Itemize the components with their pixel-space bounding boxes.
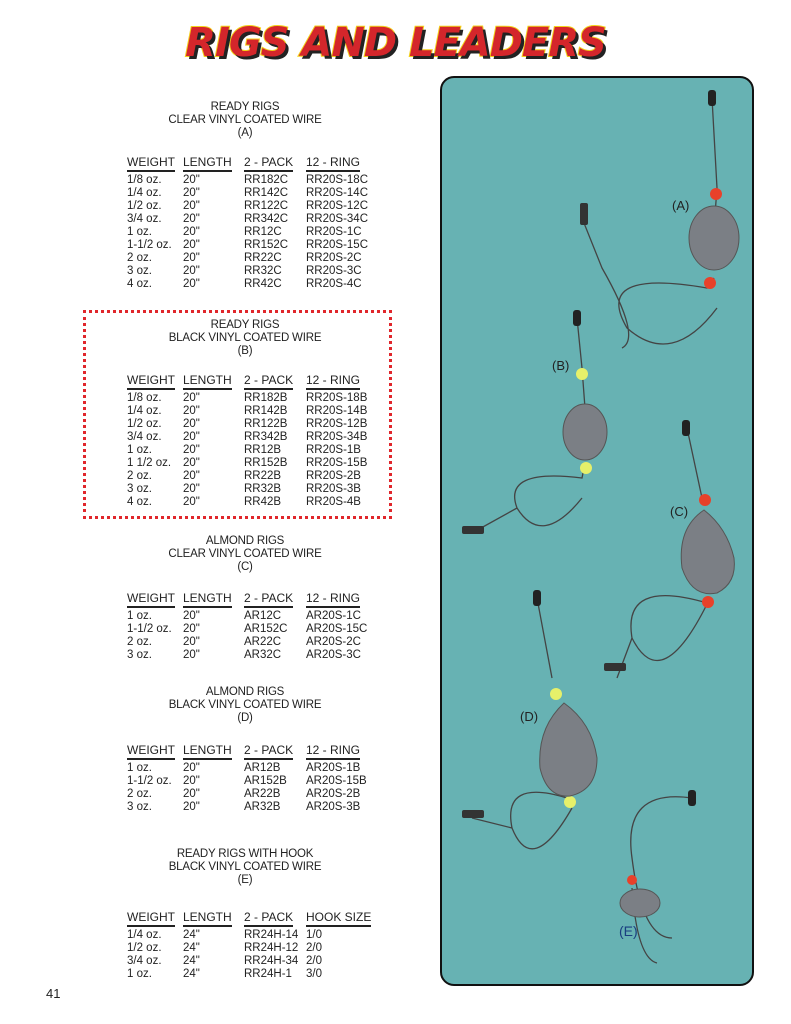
table-cell: 1 oz.: [127, 226, 152, 238]
table-row: [110, 942, 380, 955]
table-cell: 20": [183, 788, 200, 800]
table-cell: RR20S-18B: [306, 392, 368, 404]
table-cell: 20": [183, 483, 200, 495]
page-title: RIGS AND LEADERS: [185, 20, 606, 66]
table-cell: 2 oz.: [127, 470, 152, 482]
product-photo-panel: [440, 76, 754, 986]
section-heading: (B): [237, 345, 253, 357]
table-cell: AR20S-1C: [306, 610, 361, 622]
table-row: [110, 929, 380, 942]
photo-label-d: (D): [520, 709, 539, 724]
section-heading: ALMOND RIGS: [205, 535, 285, 547]
table-cell: AR20S-15C: [306, 623, 368, 635]
table-cell: RR20S-2B: [306, 470, 361, 482]
product-table: [110, 374, 380, 509]
table-cell: RR20S-4B: [306, 496, 361, 508]
table-cell: AR12B: [244, 762, 281, 774]
column-header: LENGTH: [183, 374, 232, 390]
table-cell: AR20S-2C: [306, 636, 361, 648]
table-cell: 3 oz.: [127, 265, 152, 277]
table-cell: 20": [183, 213, 200, 225]
table-cell: AR20S-3C: [306, 649, 361, 661]
table-cell: 20": [183, 200, 200, 212]
column-header: 2 - PACK: [244, 156, 293, 172]
table-cell: 3/4 oz.: [127, 955, 162, 967]
table-cell: 1/8 oz.: [127, 392, 162, 404]
table-cell: 20": [183, 226, 200, 238]
column-header: 2 - PACK: [244, 911, 293, 927]
table-row: [110, 418, 380, 431]
table-cell: 1/8 oz.: [127, 174, 162, 186]
product-table: [110, 911, 380, 981]
column-header: 2 - PACK: [244, 744, 293, 760]
table-cell: 20": [183, 444, 200, 456]
section-c: [110, 535, 380, 662]
table-cell: RR20S-34C: [306, 213, 368, 225]
column-header: 12 - RING: [306, 592, 360, 608]
table-row: [110, 610, 380, 623]
table-row: [110, 636, 380, 649]
table-cell: 20": [183, 187, 200, 199]
table-cell: RR20S-1B: [306, 444, 361, 456]
table-cell: RR20S-12B: [306, 418, 368, 430]
table-cell: 20": [183, 405, 200, 417]
table-cell: RR20S-1C: [306, 226, 362, 238]
column-header: 12 - RING: [306, 744, 360, 760]
column-header: WEIGHT: [127, 374, 175, 390]
table-cell: 1 oz.: [127, 968, 152, 980]
table-cell: RR20S-2C: [306, 252, 362, 264]
column-header: WEIGHT: [127, 744, 175, 760]
table-cell: RR20S-15B: [306, 457, 368, 469]
section-heading: (D): [237, 712, 253, 724]
rigs-illustration: [442, 78, 754, 986]
table-cell: RR42C: [244, 278, 282, 290]
table-row: [110, 457, 380, 470]
table-row: [110, 187, 380, 200]
table-header: [110, 744, 380, 762]
table-cell: RR22B: [244, 470, 282, 482]
table-cell: 3 oz.: [127, 483, 152, 495]
table-cell: 3/4 oz.: [127, 213, 162, 225]
table-cell: 4 oz.: [127, 278, 152, 290]
table-row: [110, 483, 380, 496]
table-cell: RR182C: [244, 174, 289, 186]
section-d: [110, 686, 380, 814]
table-cell: 20": [183, 470, 200, 482]
table-cell: RR152B: [244, 457, 288, 469]
table-row: [110, 968, 380, 981]
table-cell: RR24H-14: [244, 929, 299, 941]
table-cell: RR342C: [244, 213, 289, 225]
table-cell: 1-1/2 oz.: [127, 239, 172, 251]
table-cell: 1/4 oz.: [127, 187, 162, 199]
table-cell: RR20S-34B: [306, 431, 368, 443]
section-heading: (A): [237, 127, 253, 139]
column-header: WEIGHT: [127, 592, 175, 608]
table-cell: 20": [183, 431, 200, 443]
table-cell: 1/4 oz.: [127, 929, 162, 941]
table-row: [110, 200, 380, 213]
column-header: 12 - RING: [306, 156, 360, 172]
column-header: HOOK SIZE: [306, 911, 371, 927]
table-cell: 20": [183, 801, 200, 813]
table-cell: 1/0: [306, 929, 322, 941]
table-cell: 3 oz.: [127, 801, 152, 813]
table-cell: 20": [183, 623, 200, 635]
table-cell: RR42B: [244, 496, 282, 508]
table-row: [110, 252, 380, 265]
section-b: [110, 319, 380, 509]
table-row: [110, 392, 380, 405]
column-header: WEIGHT: [127, 911, 175, 927]
table-cell: 2 oz.: [127, 788, 152, 800]
table-cell: 20": [183, 762, 200, 774]
table-cell: RR20S-3C: [306, 265, 362, 277]
table-cell: 1 oz.: [127, 610, 152, 622]
photo-label-c: (C): [670, 504, 689, 519]
table-cell: RR182B: [244, 392, 288, 404]
table-cell: AR152B: [244, 775, 287, 787]
table-cell: 20": [183, 174, 200, 186]
table-row: [110, 623, 380, 636]
product-table: [110, 156, 380, 291]
table-cell: 1/2 oz.: [127, 200, 162, 212]
table-cell: 1/2 oz.: [127, 942, 162, 954]
table-cell: AR20S-2B: [306, 788, 361, 800]
table-cell: 24": [183, 942, 200, 954]
table-cell: AR22B: [244, 788, 281, 800]
table-row: [110, 239, 380, 252]
column-header: LENGTH: [183, 911, 232, 927]
product-table: [110, 592, 380, 662]
column-header: 12 - RING: [306, 374, 360, 390]
table-cell: 20": [183, 649, 200, 661]
table-cell: RR24H-34: [244, 955, 299, 967]
table-cell: 20": [183, 392, 200, 404]
table-cell: 2/0: [306, 955, 322, 967]
section-heading: READY RIGS: [210, 101, 280, 113]
table-row: [110, 278, 380, 291]
table-cell: 2 oz.: [127, 636, 152, 648]
table-cell: AR20S-1B: [306, 762, 361, 774]
table-row: [110, 496, 380, 509]
table-header: [110, 374, 380, 392]
table-header: [110, 156, 380, 174]
table-cell: RR32B: [244, 483, 282, 495]
photo-label-a: (A): [672, 198, 690, 213]
table-row: [110, 174, 380, 187]
table-cell: RR152C: [244, 239, 289, 251]
table-cell: RR142B: [244, 405, 288, 417]
table-cell: RR20S-3B: [306, 483, 361, 495]
table-cell: RR20S-12C: [306, 200, 368, 212]
table-cell: 1-1/2 oz.: [127, 775, 172, 787]
table-cell: RR12B: [244, 444, 282, 456]
table-cell: RR122B: [244, 418, 288, 430]
table-cell: 20": [183, 252, 200, 264]
table-header: [110, 592, 380, 610]
table-cell: 1 oz.: [127, 444, 152, 456]
table-cell: 24": [183, 955, 200, 967]
table-cell: 4 oz.: [127, 496, 152, 508]
table-cell: AR20S-15B: [306, 775, 367, 787]
table-cell: RR142C: [244, 187, 289, 199]
section-heading: (C): [237, 561, 253, 573]
table-cell: RR32C: [244, 265, 282, 277]
column-header: LENGTH: [183, 592, 232, 608]
column-header: 2 - PACK: [244, 374, 293, 390]
table-cell: RR122C: [244, 200, 289, 212]
table-cell: 2/0: [306, 942, 322, 954]
table-cell: RR20S-18C: [306, 174, 368, 186]
table-cell: RR22C: [244, 252, 282, 264]
table-cell: RR20S-14C: [306, 187, 368, 199]
section-heading: READY RIGS: [210, 319, 280, 331]
page-number: 41: [46, 986, 61, 1001]
table-cell: 20": [183, 278, 200, 290]
table-row: [110, 213, 380, 226]
column-header: WEIGHT: [127, 156, 175, 172]
table-cell: RR24H-1: [244, 968, 292, 980]
table-cell: 24": [183, 929, 200, 941]
table-cell: AR20S-3B: [306, 801, 361, 813]
table-cell: 1 1/2 oz.: [127, 457, 172, 469]
table-cell: 3/0: [306, 968, 322, 980]
table-cell: RR12C: [244, 226, 282, 238]
table-cell: AR22C: [244, 636, 282, 648]
table-cell: AR32C: [244, 649, 282, 661]
section-heading: READY RIGS WITH HOOK: [176, 848, 314, 860]
table-row: [110, 265, 380, 278]
section-heading: BLACK VINYL COATED WIRE: [168, 861, 322, 873]
table-cell: 1-1/2 oz.: [127, 623, 172, 635]
table-row: [110, 431, 380, 444]
table-cell: 1/2 oz.: [127, 418, 162, 430]
table-cell: RR20S-14B: [306, 405, 368, 417]
column-header: 2 - PACK: [244, 592, 293, 608]
section-a: [110, 101, 380, 291]
table-row: [110, 649, 380, 662]
table-cell: 1/4 oz.: [127, 405, 162, 417]
table-row: [110, 762, 380, 775]
section-heading: BLACK VINYL COATED WIRE: [168, 699, 322, 711]
section-heading: CLEAR VINYL COATED WIRE: [168, 114, 322, 126]
column-header: LENGTH: [183, 744, 232, 760]
table-cell: 2 oz.: [127, 252, 152, 264]
table-cell: 1 oz.: [127, 762, 152, 774]
table-row: [110, 955, 380, 968]
table-cell: 20": [183, 418, 200, 430]
table-row: [110, 801, 380, 814]
table-cell: RR20S-4C: [306, 278, 362, 290]
table-cell: 20": [183, 239, 200, 251]
table-cell: AR152C: [244, 623, 288, 635]
table-cell: 20": [183, 610, 200, 622]
table-cell: 3/4 oz.: [127, 431, 162, 443]
table-row: [110, 775, 380, 788]
table-row: [110, 226, 380, 239]
table-row: [110, 444, 380, 457]
table-row: [110, 405, 380, 418]
column-header: LENGTH: [183, 156, 232, 172]
table-cell: RR342B: [244, 431, 288, 443]
photo-label-e: (E): [619, 923, 638, 939]
table-cell: RR24H-12: [244, 942, 299, 954]
photo-label-b: (B): [552, 358, 570, 373]
table-cell: 20": [183, 775, 200, 787]
section-heading: CLEAR VINYL COATED WIRE: [168, 548, 322, 560]
product-table: [110, 744, 380, 814]
table-cell: 20": [183, 636, 200, 648]
table-row: [110, 788, 380, 801]
table-cell: RR20S-15C: [306, 239, 368, 251]
table-cell: AR12C: [244, 610, 282, 622]
table-cell: 3 oz.: [127, 649, 152, 661]
section-e: [110, 848, 380, 981]
table-cell: 20": [183, 265, 200, 277]
table-cell: AR32B: [244, 801, 281, 813]
table-row: [110, 470, 380, 483]
section-heading: BLACK VINYL COATED WIRE: [168, 332, 322, 344]
table-cell: 24": [183, 968, 200, 980]
section-heading: ALMOND RIGS: [205, 686, 285, 698]
table-header: [110, 911, 380, 929]
section-heading: (E): [237, 874, 253, 886]
table-cell: 20": [183, 496, 200, 508]
table-cell: 20": [183, 457, 200, 469]
